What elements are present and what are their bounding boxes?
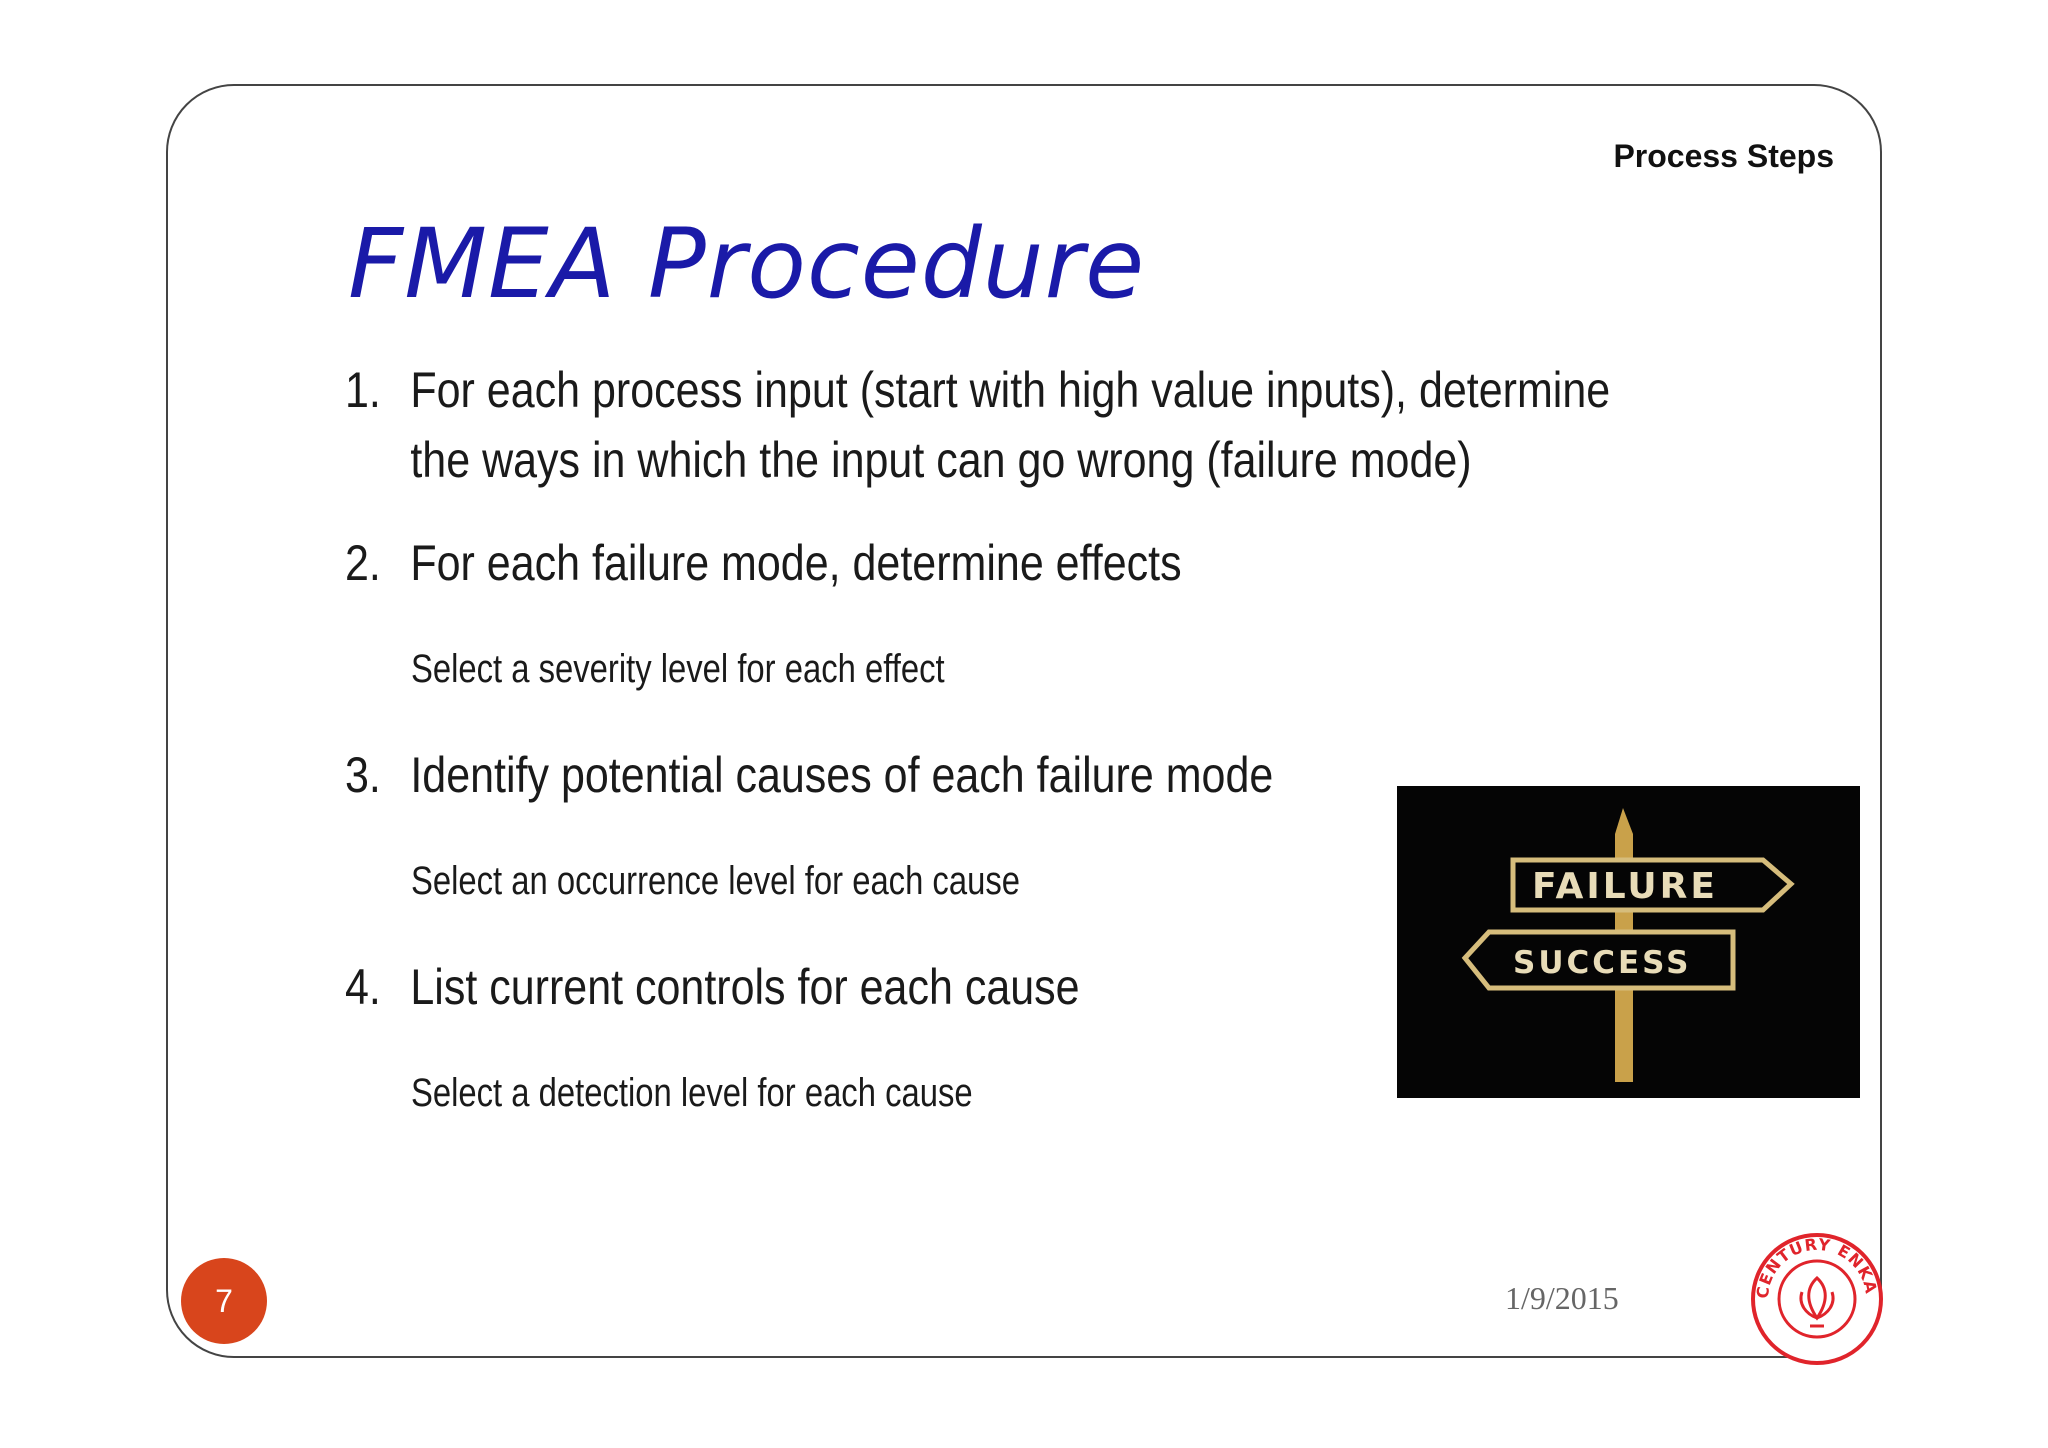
- success-sign-text: SUCCESS: [1513, 945, 1692, 981]
- step-text-line: For each process input (start with high value inputs), determine: [410, 362, 1611, 418]
- section-label: Process Steps: [1613, 138, 1834, 174]
- failure-success-signpost-image: [1397, 786, 1860, 1098]
- step-text: Identify potential causes of each failure mode: [410, 747, 1274, 803]
- step-2-sub: Select a severity level for each effect: [411, 647, 945, 691]
- step-4-sub: Select a detection level for each cause: [411, 1071, 973, 1115]
- step-text: For each failure mode, determine effects: [410, 535, 1182, 591]
- failure-sign-text: FAILURE: [1532, 866, 1718, 907]
- logo-text: CENTURY ENKA: [1752, 1234, 1881, 1300]
- step-4: [345, 952, 1080, 1022]
- step-3: [345, 740, 1273, 810]
- step-number: 3.: [345, 747, 381, 803]
- century-enka-logo: [1748, 1230, 1886, 1368]
- step-text: List current controls for each cause: [410, 959, 1080, 1015]
- slide-title: FMEA Procedure: [348, 208, 1146, 320]
- step-number: 1.: [345, 362, 381, 418]
- step-number: 2.: [345, 535, 381, 591]
- page-number-badge: 7: [181, 1258, 267, 1344]
- step-1: [345, 355, 1610, 495]
- step-number: 4.: [345, 959, 381, 1015]
- slide-date: 1/9/2015: [1505, 1280, 1619, 1316]
- step-3-sub: Select an occurrence level for each cause: [411, 859, 1020, 903]
- step-2: [345, 528, 1182, 598]
- step-text-line: the ways in which the input can go wrong (failure mode): [410, 432, 1472, 488]
